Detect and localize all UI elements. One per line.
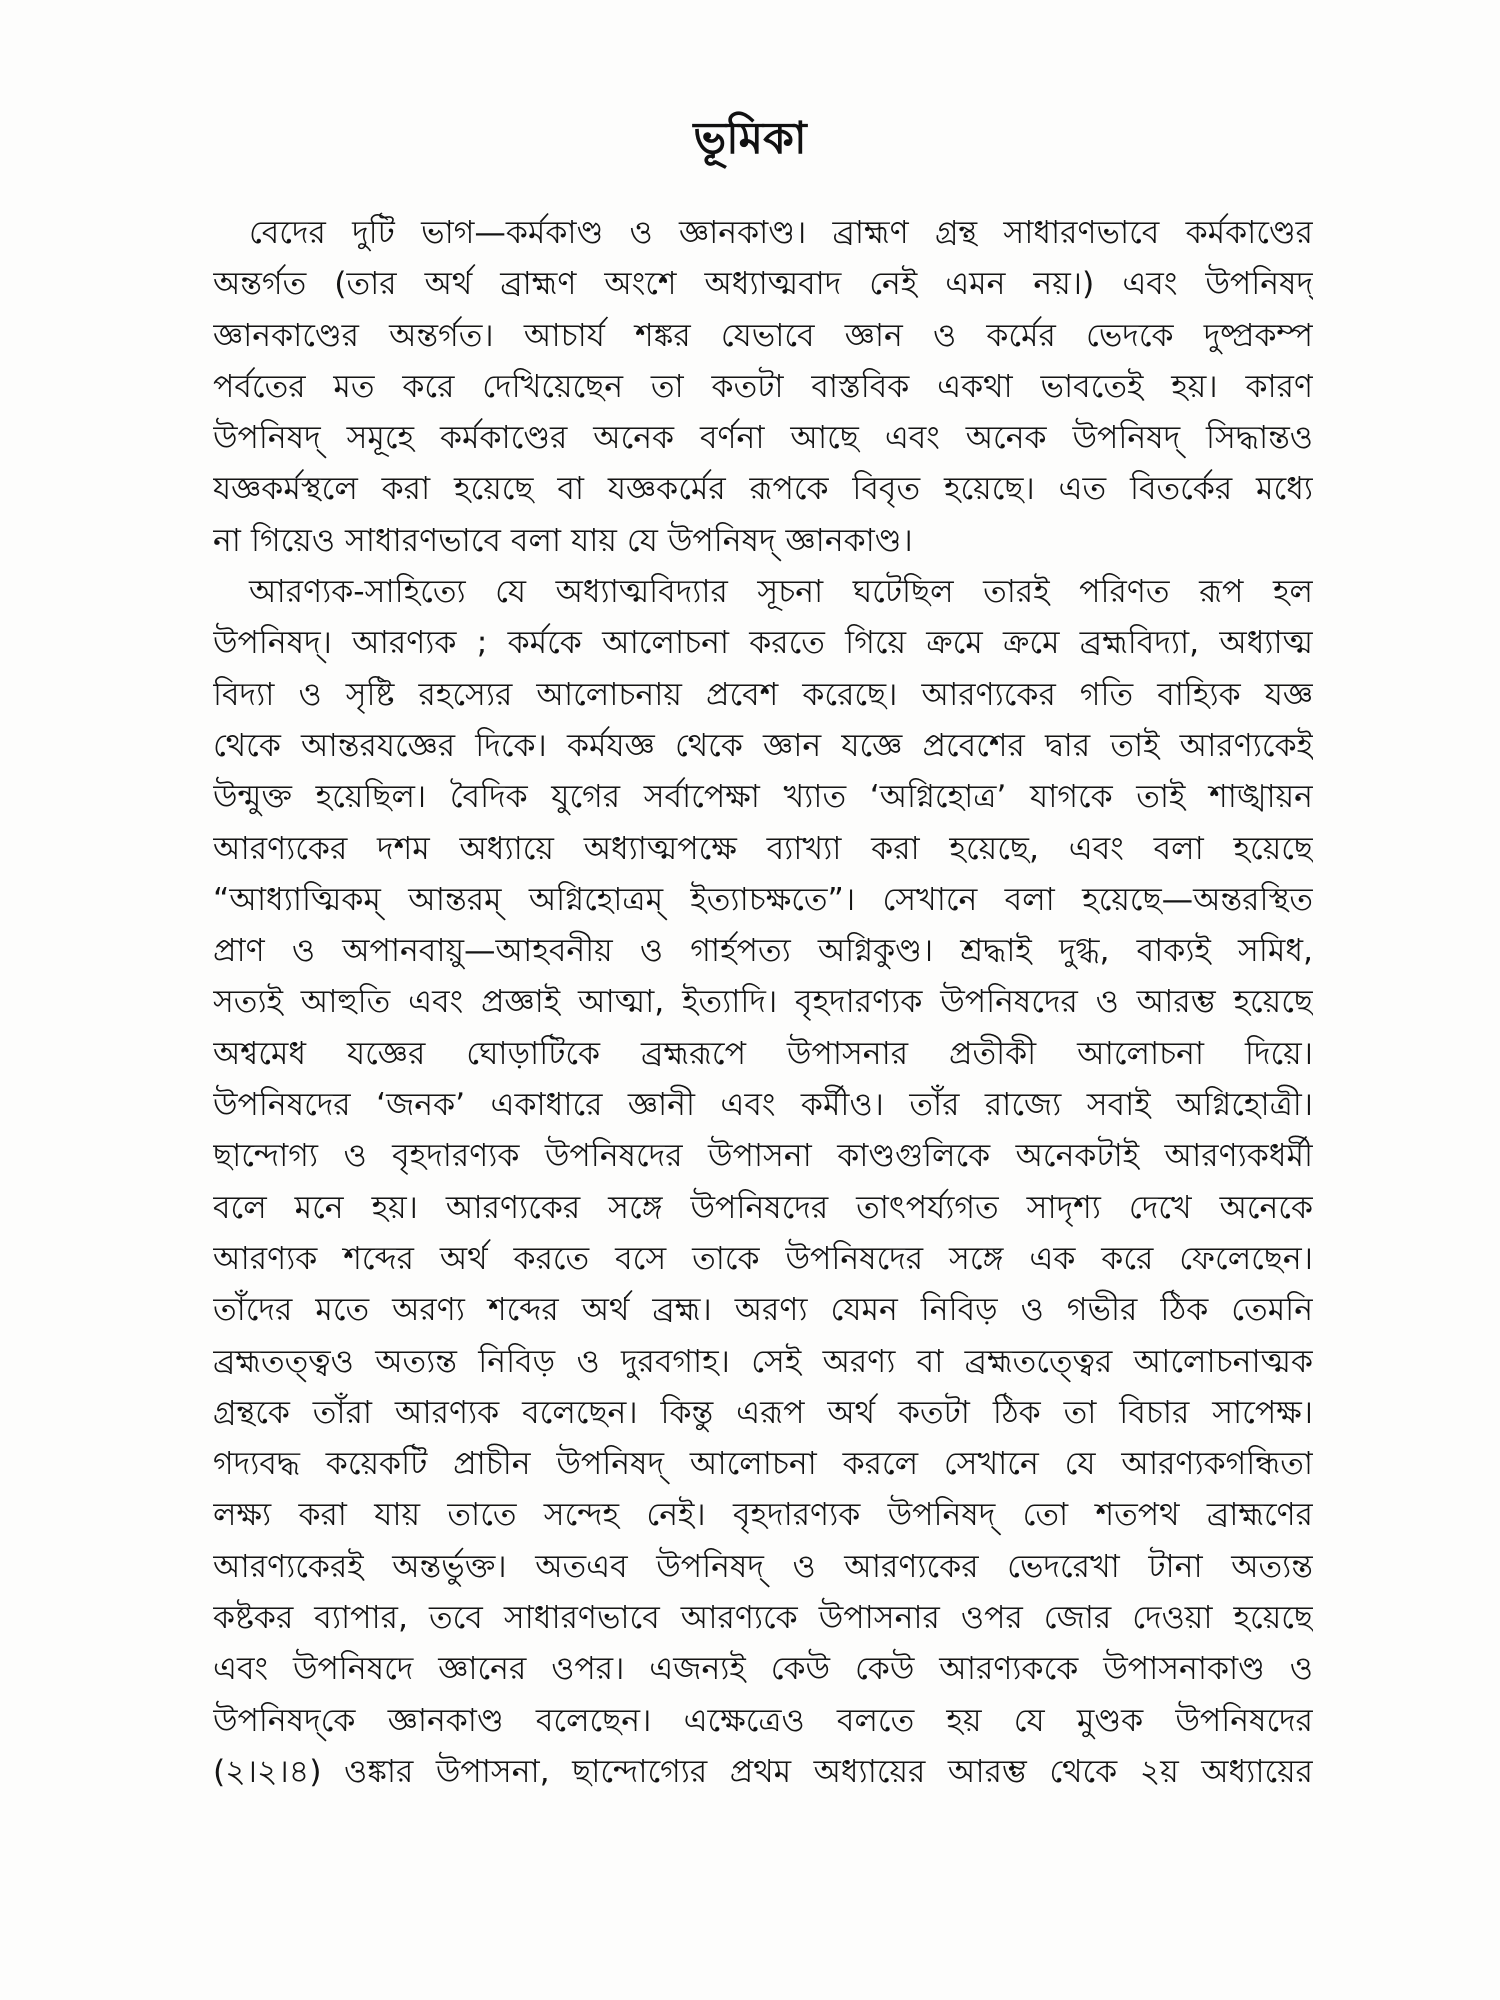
text-line: বেদের দুটি ভাগ—কর্মকাণ্ড ও জ্ঞানকাণ্ড। ব্রাহ্মণ গ্রন্থ সাধারণভাবে কর্মকাণ্ডের [249,215,1313,251]
text-line: গদ্যবদ্ধ কয়েকটি প্রাচীন উপনিষদ্ আলোচনা করলে সেখানে যে আরণ্যকগন্ধিতা [213,1446,1313,1483]
text-line: সত্যই আহুতি এবং প্রজ্ঞাই আত্মা, ইত্যাদি। বৃহদারণ্যক উপনিষদের ও আরম্ভ হয়েছে [213,984,1313,1021]
text-line: ব্রহ্মতত্ত্বও অত্যন্ত নিবিড় ও দুরবগাহ। সেই অরণ্য বা ব্রহ্মতত্ত্বের আলোচনাত্মক [213,1343,1313,1380]
page-title: ভূমিকা [693,113,807,164]
text-line: আরণ্যকেরই অন্তর্ভুক্ত। অতএব উপনিষদ্ ও আরণ্যকের ভেদরেখা টানা অত্যন্ত [213,1548,1313,1585]
text-line: লক্ষ্য করা যায় তাতে সন্দেহ নেই। বৃহদারণ্যক উপনিষদ্ তো শতপথ ব্রাহ্মণের [213,1497,1313,1534]
text-line: যজ্ঞকর্মস্থলে করা হয়েছে বা যজ্ঞকর্মের রূপকে বিবৃত হয়েছে। এত বিতর্কের মধ্যে [213,471,1313,508]
text-line: বলে মনে হয়। আরণ্যকের সঙ্গে উপনিষদের তাৎপর্য্যগত সাদৃশ্য দেখে অনেকে [213,1189,1313,1226]
text-line: গ্রন্থকে তাঁরা আরণ্যক বলেছেন। কিন্তু এরূপ অর্থ কতটা ঠিক তা বিচার সাপেক্ষ। [213,1394,1313,1431]
text-line: ছান্দোগ্য ও বৃহদারণ্যক উপনিষদের উপাসনা কাণ্ডগুলিকে অনেকটাই আরণ্যকধর্মী [213,1138,1313,1175]
text-line: পর্বতের মত করে দেখিয়েছেন তা কতটা বাস্তবিক একথা ভাবতেই হয়। কারণ [213,368,1313,405]
text-line: আরণ্যকের দশম অধ্যায়ে অধ্যাত্মপক্ষে ব্যাখ্যা করা হয়েছে, এবং বলা হয়েছে [213,830,1313,867]
text-line: আরণ্যক শব্দের অর্থ করতে বসে তাকে উপনিষদের সঙ্গে এক করে ফেলেছেন। [213,1240,1313,1277]
text-line: না গিয়েও সাধারণভাবে বলা যায় যে উপনিষদ্ জ্ঞানকাণ্ড। [213,522,913,559]
text-line: উপনিষদের ‘জনক’ একাধারে জ্ঞানী এবং কর্মীও। তাঁর রাজ্যে সবাই অগ্নিহোত্রী। [213,1087,1313,1124]
text-line: অশ্বমেধ যজ্ঞের ঘোড়াটিকে ব্রহ্মরূপে উপাসনার প্রতীকী আলোচনা দিয়ে। [213,1035,1313,1072]
body-text [213,208,1313,1798]
text-line: প্রাণ ও অপানবায়ু—আহবনীয় ও গার্হপত্য অগ্নিকুণ্ড। শ্রদ্ধাই দুগ্ধ, বাক্যই সমিধ, [213,933,1313,970]
text-line: আরণ্যক-সাহিত্যে যে অধ্যাত্মবিদ্যার সূচনা ঘটেছিল তারই পরিণত রূপ হল [249,574,1313,611]
text-line: উন্মুক্ত হয়েছিল। বৈদিক যুগের সর্বাপেক্ষা খ্যাত ‘অগ্নিহোত্র’ যাগকে তাই শাঙ্খায়ন [213,779,1313,816]
text-line: উপনিষদ্ সমূহে কর্মকাণ্ডের অনেক বর্ণনা আছে এবং অনেক উপনিষদ্ সিদ্ধান্তও [213,420,1313,457]
text-line: কষ্টকর ব্যাপার, তবে সাধারণভাবে আরণ্যকে উপাসনার ওপর জোর দেওয়া হয়েছে [213,1600,1313,1637]
text-line: বিদ্যা ও সৃষ্টি রহস্যের আলোচনায় প্রবেশ করেছে। আরণ্যকের গতি বাহ্যিক যজ্ঞ [213,676,1313,713]
text-line: উপনিষদ্‌কে জ্ঞানকাণ্ড বলেছেন। এক্ষেত্রেও বলতে হয় যে মুণ্ডক উপনিষদের [213,1702,1313,1739]
text-line: (২।২।৪) ওঙ্কার উপাসনা, ছান্দোগ্যের প্রথম অধ্যায়ের আরম্ভ থেকে ২য় অধ্যায়ের [213,1753,1313,1790]
text-line: জ্ঞানকাণ্ডের অন্তর্গত। আচার্য শঙ্কর যেভাবে জ্ঞান ও কর্মের ভেদকে দুষ্প্রকম্প [213,317,1313,354]
text-line: “আধ্যাত্মিকম্ আন্তরম্ অগ্নিহোত্রম্ ইত্যাচক্ষতে”। সেখানে বলা হয়েছে—অন্তরস্থিত [213,881,1313,918]
text-line: থেকে আন্তরযজ্ঞের দিকে। কর্মযজ্ঞ থেকে জ্ঞান যজ্ঞে প্রবেশের দ্বার তাই আরণ্যকেই [213,727,1313,764]
text-line: উপনিষদ্। আরণ্যক ; কর্মকে আলোচনা করতে গিয়ে ক্রমে ক্রমে ব্রহ্মবিদ্যা, অধ্যাত্ম [213,625,1313,662]
text-line: অন্তর্গত (তার অর্থ ব্রাহ্মণ অংশে অধ্যাত্মবাদ নেই এমন নয়।) এবং উপনিষদ্ [213,266,1313,303]
text-line: এবং উপনিষদে জ্ঞানের ওপর। এজন্যই কেউ কেউ আরণ্যককে উপাসনাকাণ্ড ও [213,1651,1313,1688]
text-line: তাঁদের মতে অরণ্য শব্দের অর্থ ব্রহ্ম। অরণ্য যেমন নিবিড় ও গভীর ঠিক তেমনি [213,1292,1313,1329]
